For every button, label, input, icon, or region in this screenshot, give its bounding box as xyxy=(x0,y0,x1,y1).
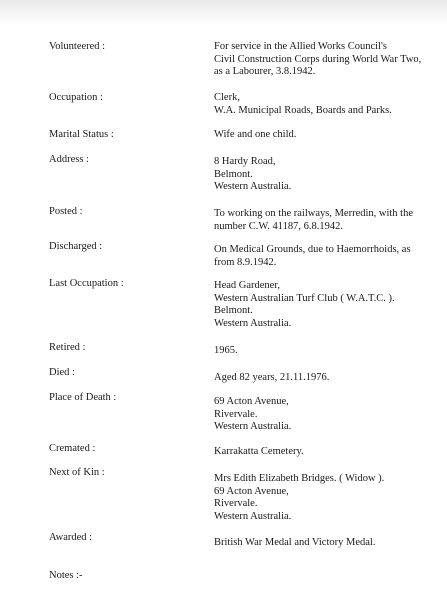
label-occupation: Occupation : xyxy=(49,92,103,103)
value-cremated: Karrakatta Cemetery. xyxy=(214,446,304,457)
label-place-of-death: Place of Death : xyxy=(49,392,117,403)
label-cremated: Cremated : xyxy=(49,443,96,454)
label-retired: Retired : xyxy=(49,342,86,353)
label-last-occupation: Last Occupation : xyxy=(49,278,124,289)
value-awarded: British War Medal and Victory Medal. xyxy=(214,537,376,548)
label-next-of-kin: Next of Kin : xyxy=(49,467,105,478)
label-posted: Posted : xyxy=(49,206,83,217)
value-marital-status: Wife and one child. xyxy=(214,129,297,140)
label-address: Address : xyxy=(49,154,89,165)
label-notes: Notes :- xyxy=(49,570,83,581)
value-died: Aged 82 years, 21.11.1976. xyxy=(214,372,330,383)
value-next-of-kin: Mrs Edith Elizabeth Bridges. ( Widow ). 69 Acton Avenue, Rivervale. Western Australia. xyxy=(214,473,385,522)
label-awarded: Awarded : xyxy=(49,532,93,543)
value-volunteered: For service in the Allied Works Council's Civil Construction Corps during World War Two, as a Labourer, 3.8.1942. xyxy=(214,41,422,78)
label-discharged: Discharged : xyxy=(49,241,103,252)
label-marital-status: Marital Status : xyxy=(49,129,114,140)
value-retired: 1965. xyxy=(214,345,238,356)
value-occupation: Clerk, W.A. Municipal Roads, Boards and Parks. xyxy=(214,92,392,116)
value-place-of-death: 69 Acton Avenue, Rivervale. Western Australia. xyxy=(214,396,292,433)
page-top-shadow xyxy=(0,0,447,26)
label-volunteered: Volunteered : xyxy=(49,41,106,52)
value-last-occupation: Head Gardener, Western Australian Turf Club ( W.A.T.C. ). Belmont. Western Australia. xyxy=(214,280,395,329)
value-address: 8 Hardy Road, Belmont. Western Australia. xyxy=(214,156,292,193)
value-discharged: On Medical Grounds, due to Haemorrhoids, as from 8.9.1942. xyxy=(214,244,411,268)
value-posted: To working on the railways, Merredin, with the number C.W. 41187, 6.8.1942. xyxy=(214,208,414,232)
label-died: Died : xyxy=(49,367,75,378)
